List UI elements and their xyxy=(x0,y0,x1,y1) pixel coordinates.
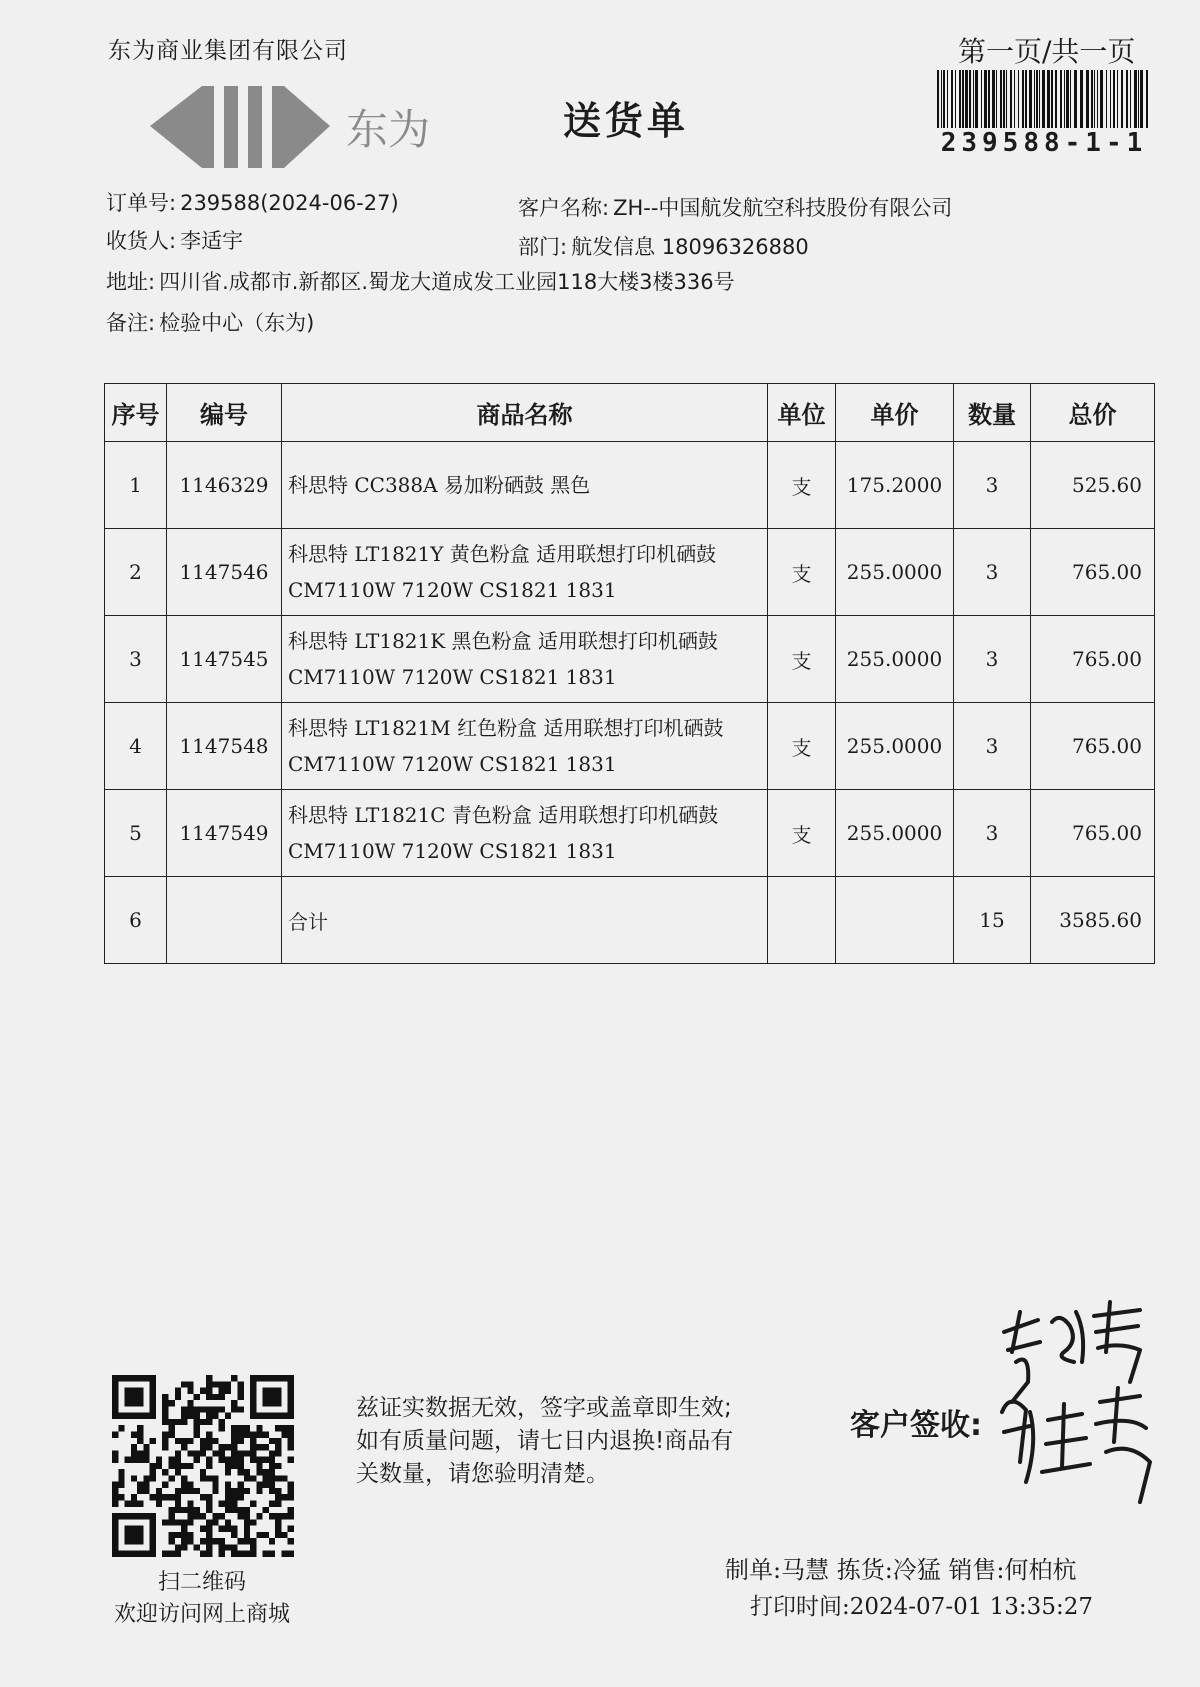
cell-unit-price: 255.0000 xyxy=(836,616,954,703)
table-header-row xyxy=(105,384,1155,442)
cell-seq: 2 xyxy=(105,529,167,616)
staff-info: 制单:马慧 拣货:冷猛 销售:何柏杭 xyxy=(725,1556,1077,1584)
cell-seq: 6 xyxy=(105,877,167,964)
notice-text xyxy=(356,1392,796,1491)
header-unit: 单位 xyxy=(768,384,836,442)
table-total-row xyxy=(105,877,1155,964)
qr-caption-welcome: 欢迎访问网上商城 xyxy=(113,1602,290,1627)
cell-code: 1147549 xyxy=(167,790,282,877)
header-seq: 序号 xyxy=(105,384,167,442)
cell-product-name xyxy=(282,442,768,529)
notice-line: 如有质量问题，请七日内退换!商品有 xyxy=(356,1428,734,1454)
remark xyxy=(106,307,314,337)
qr-code-icon xyxy=(112,1375,294,1557)
product-name-line1: 科思特 LT1821K 黑色粉盒 适用联想打印机硒鼓 xyxy=(288,629,718,653)
cell-code: 1147545 xyxy=(167,616,282,703)
cell-grand-total: 3585.60 xyxy=(1031,877,1155,964)
customer-name-value: ZH--中国航发航空科技股份有限公司 xyxy=(613,196,953,220)
product-name-line1: 科思特 LT1821Y 黄色粉盒 适用联想打印机硒鼓 xyxy=(288,542,717,566)
product-name-line1: 科思特 LT1821C 青色粉盒 适用联想打印机硒鼓 xyxy=(288,803,719,827)
table-row xyxy=(105,790,1155,877)
cell-product-name xyxy=(282,616,768,703)
cell-code: 1146329 xyxy=(167,442,282,529)
cell-unit-empty xyxy=(768,877,836,964)
cell-seq: 4 xyxy=(105,703,167,790)
order-number-value: 239588(2024-06-27) xyxy=(180,191,399,215)
address-value: 四川省.成都市.新都区.蜀龙大道成发工业园118大楼3楼336号 xyxy=(159,270,735,294)
cell-total: 765.00 xyxy=(1031,529,1155,616)
header-total: 总价 xyxy=(1031,384,1155,442)
order-number xyxy=(106,187,399,217)
product-name-line2: CM7110W 7120W CS1821 1831 xyxy=(288,665,617,689)
cell-total-quantity: 15 xyxy=(954,877,1031,964)
cell-quantity: 3 xyxy=(954,616,1031,703)
cell-unit: 支 xyxy=(768,616,836,703)
cell-quantity: 3 xyxy=(954,790,1031,877)
cell-product-name xyxy=(282,703,768,790)
address xyxy=(106,266,735,296)
customer-name-label: 客户名称: xyxy=(518,196,610,220)
cell-quantity: 3 xyxy=(954,703,1031,790)
company-logo xyxy=(150,82,500,172)
customer-signature-label: 客户签收: xyxy=(850,1408,982,1443)
product-name-line2: CM7110W 7120W CS1821 1831 xyxy=(288,839,617,863)
cell-quantity: 3 xyxy=(954,442,1031,529)
receiver-label: 收货人: xyxy=(106,229,177,253)
qr-caption-scan: 扫二维码 xyxy=(157,1570,246,1595)
print-time: 打印时间:2024-07-01 13:35:27 xyxy=(750,1594,1093,1620)
logo-text: 东为 xyxy=(346,105,431,154)
department xyxy=(518,231,809,261)
document-title: 送货单 xyxy=(563,99,690,143)
receiver xyxy=(106,225,243,255)
cell-code: 1147548 xyxy=(167,703,282,790)
remark-label: 备注: xyxy=(106,311,156,335)
product-name-line2: CM7110W 7120W CS1821 1831 xyxy=(288,578,617,602)
cell-code-empty xyxy=(167,877,282,964)
product-name-line1: 科思特 LT1821M 红色粉盒 适用联想打印机硒鼓 xyxy=(288,716,724,740)
cell-unit: 支 xyxy=(768,529,836,616)
customer-name xyxy=(518,192,952,222)
remark-value: 检验中心（东为) xyxy=(159,311,315,335)
items-table xyxy=(104,383,1155,964)
header-product-name: 商品名称 xyxy=(282,384,768,442)
header-code: 编号 xyxy=(167,384,282,442)
cell-code: 1147546 xyxy=(167,529,282,616)
header-unit-price: 单价 xyxy=(836,384,954,442)
cell-total: 525.60 xyxy=(1031,442,1155,529)
product-name-line2: CM7110W 7120W CS1821 1831 xyxy=(288,752,617,776)
notice-line: 兹证实数据无效，签字或盖章即生效; xyxy=(356,1395,732,1421)
barcode-number: 239588-1-1 xyxy=(940,128,1148,158)
cell-seq: 3 xyxy=(105,616,167,703)
cell-total: 765.00 xyxy=(1031,703,1155,790)
cell-quantity: 3 xyxy=(954,529,1031,616)
order-number-label: 订单号: xyxy=(106,191,177,215)
cell-unit: 支 xyxy=(768,703,836,790)
table-row xyxy=(105,703,1155,790)
barcode-icon xyxy=(937,70,1151,128)
product-name-line1: 科思特 CC388A 易加粉硒鼓 黑色 xyxy=(288,473,591,497)
cell-price-empty xyxy=(836,877,954,964)
cell-total: 765.00 xyxy=(1031,616,1155,703)
signature-icon xyxy=(990,1292,1160,1532)
cell-unit-price: 255.0000 xyxy=(836,703,954,790)
cell-unit: 支 xyxy=(768,442,836,529)
address-label: 地址: xyxy=(106,270,156,294)
cell-total: 765.00 xyxy=(1031,790,1155,877)
cell-unit-price: 255.0000 xyxy=(836,790,954,877)
department-label: 部门: xyxy=(518,235,568,259)
department-value: 航发信息 18096326880 xyxy=(571,235,809,259)
cell-seq: 5 xyxy=(105,790,167,877)
cell-unit: 支 xyxy=(768,790,836,877)
cell-unit-price: 175.2000 xyxy=(836,442,954,529)
table-row xyxy=(105,616,1155,703)
cell-product-name xyxy=(282,529,768,616)
notice-line: 关数量，请您验明清楚。 xyxy=(356,1461,609,1487)
receiver-value: 李适宇 xyxy=(180,229,244,253)
cell-product-name xyxy=(282,790,768,877)
table-row xyxy=(105,442,1155,529)
company-name: 东为商业集团有限公司 xyxy=(108,38,348,64)
page-indicator: 第一页/共一页 xyxy=(958,35,1136,68)
table-row xyxy=(105,529,1155,616)
header-quantity: 数量 xyxy=(954,384,1031,442)
cell-seq: 1 xyxy=(105,442,167,529)
cell-unit-price: 255.0000 xyxy=(836,529,954,616)
cell-total-label: 合计 xyxy=(282,877,768,964)
